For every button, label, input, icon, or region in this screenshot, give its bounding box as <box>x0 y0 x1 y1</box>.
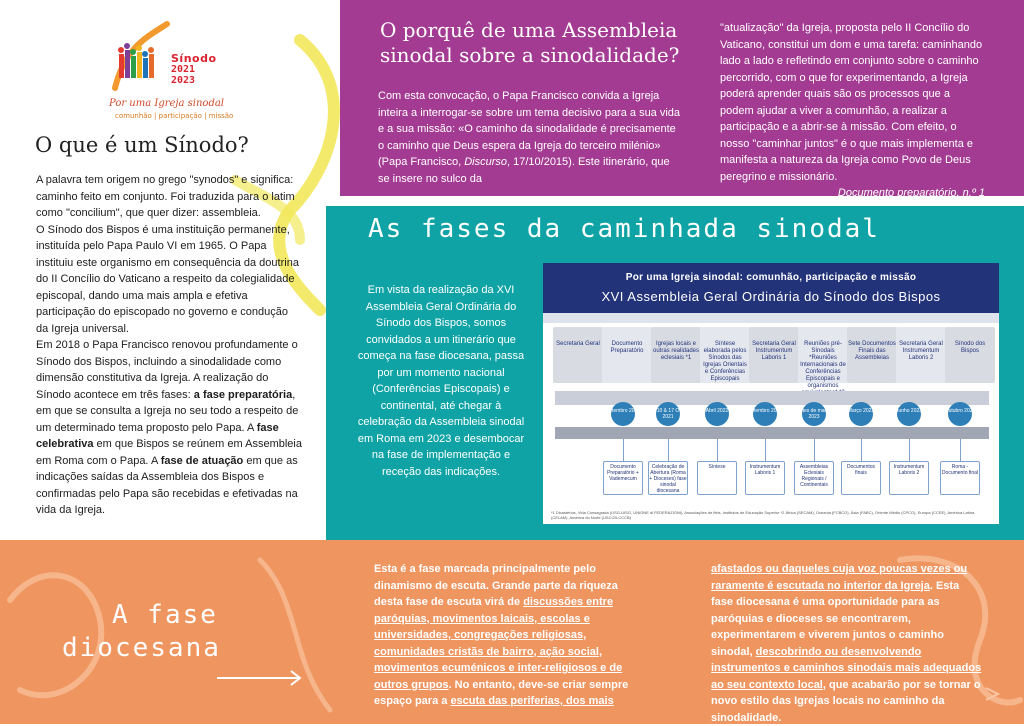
timeline-output-box: Documento Preparatório + Vademecum <box>603 461 643 495</box>
infographic-header-line2: XVI Assembleia Geral Ordinária do Sínodo dos Bispos <box>601 289 941 304</box>
stage-card: Síntese elaborada pelos Sínodos das Igrejas Orientais e Conferências Episcopais <box>700 327 750 383</box>
purple-right-column <box>720 20 985 202</box>
synod-logo-figures-icon <box>105 18 175 98</box>
timeline-output-box: Roma - Documento final <box>940 461 980 495</box>
stage-card: Secretaria Geral Instrumentum Laboris 1 <box>749 327 799 383</box>
timeline-date: Setembro 2022 <box>747 408 783 414</box>
timeline-output-box: Instrumentum Laboris 2 <box>889 461 929 495</box>
fases-body-text: Em vista da realização da XVI Assembleia Geral Ordinária do Sínodo dos Bispos, somos convidados a um itinerário que começa na fase diocesana, passa por um momento nacional (Conferências Episcopais) e continental, até chegar à celebração da Assembleia sinodal em Roma em 2023 e desembocar na fase de implementação e receção das indicações. <box>357 284 525 478</box>
timeline-output-box: Síntese <box>697 461 737 495</box>
timeline-date: Antes de março 2023 <box>796 408 832 420</box>
diocesana-right-column: afastados ou daqueles cuja voz poucas vezes ou raramente é escutada no interior da Igreja. Esta fase diocesana é uma oportunidade para as paróquias e dioceses se encontrarem, experimentarem e viverem juntos o caminho sinodal, descobrindo ou desenvolvendo instrumentos e caminhos sinodais mais adequados ao seu contexto local, que acabarão por se tornar o novo estilo das Igrejas locais no caminho da sinodalidade. <box>711 563 982 724</box>
purple-section-heading: O porquê de uma Assembleia sinodal sobre a sinodalidade? <box>380 18 680 67</box>
stage-card: Documento Preparatório <box>602 327 652 383</box>
purple-left-column: Com esta convocação, o Papa Francisco convida a Igreja inteira a interrogar-se sobre um tema decisivo para a sua vida e a sua missão: «O caminho da sinodalidade é precisamente o caminho que Deus espera da Igreja do terceiro milénio» (Papa Francisco, Discurso, 17/10/2015). Este itinerário, que se insere no sulco da <box>378 90 681 185</box>
stage-card: Reuniões pré-Sínodais *Reuniões Internacionais de Conferências Episcopais e organismos <box>798 327 848 383</box>
timeline-date: Março 2023 <box>847 408 875 414</box>
timeline-arrow <box>555 427 989 439</box>
logo-tagline: Por uma Igreja sinodal <box>109 98 225 109</box>
timeline-date: Outubro 2023 <box>944 408 976 414</box>
fase-diocesana-title-line2: diocesana <box>62 633 221 663</box>
sinodo-body-text <box>36 172 302 519</box>
timeline-connector <box>909 439 910 461</box>
logo-subtagline: comunhão | participação | missão <box>115 112 234 120</box>
chevron-right-icon <box>984 686 1004 702</box>
timeline-output-box: Assembleias Eclesiais Regionais / Continentais <box>794 461 834 495</box>
timeline-date: 9/10 & 17 Out 2021 <box>652 408 684 420</box>
stage-card: Secretaria Geral Instrumentum Laboris 2 <box>896 327 946 383</box>
stage-card: Sínodo dos Bispos <box>945 327 995 383</box>
infographic-header <box>543 263 999 313</box>
sinodo-paragraph-3: Em 2018 o Papa Francisco renovou profundamente o Sínodo dos Bispos, incluindo a sinodalidade como dimensão constitutiva da Igreja. A realização do Sínodo acontece em três fases: a fase preparatória, em que se consulta a Igreja no seu todo a respeito de um determinado tema proposto pelo Papa. A fase celebrativa em que Bispos se reúnem em Assembleia em Roma com o Papa. A fase de atuação em que as indicações saídas da Assembleia dos Bispos e confirmadas pelo Papa são recebidas e efetivadas na vida da Igreja. <box>36 339 302 516</box>
timeline-dot <box>897 402 921 426</box>
timeline-dot <box>705 402 729 426</box>
logo-sinodo-text: Sínodo <box>171 52 217 65</box>
purple-citation: Documento preparatório, n.º 1 <box>837 187 985 199</box>
timeline-connector <box>717 439 718 461</box>
logo-years-text: 2021 2023 <box>171 64 196 86</box>
timeline-connector <box>668 439 669 461</box>
timeline-date: Junho 2023 <box>895 408 923 414</box>
fase-diocesana-title-line1: A fase <box>112 600 218 630</box>
sinodo-heading: O que é um Sínodo? <box>35 133 249 157</box>
timeline-output-box: Celebração de Abertura (Roma + Dioceses) fase sinodal diocesana <box>648 461 688 495</box>
timeline-dot <box>611 402 635 426</box>
timeline-connector <box>765 439 766 461</box>
timeline-connector <box>623 439 624 461</box>
timeline-connector <box>960 439 961 461</box>
stage-card: Sete Documentos Finais das Assembleias <box>847 327 897 383</box>
timeline-dot <box>849 402 873 426</box>
infographic-footnotes: *1 Dicastérios, Vida Consagrada (USG-UISG, UNIONE di FEDERAZIONI), Associações de fiéis, Institutos de Educação Superior *2 África (SECAM), Oceania (FCBCO), Ásia (FABC), Oriente Médio (CPCO), Europa (CCEE), América Latina (CELAM), América do Norte (USCCB-CCCB) <box>551 510 975 520</box>
diocesana-mid-column: Esta é a fase marcada principalmente pelo dinamismo de escuta. Grande parte da riqueza desta fase de escuta virá de discussões entre paróquias, movimentos laicais, escolas e universidades, congregações religiosas, comunidades cristãs de bairro, ação social, movimentos ecuménicos e inter-religiosos e de outros grupos. No entanto, deve-se criar sempre espaço para a escuta das periferias, dos mais <box>374 563 629 707</box>
timeline-connector <box>814 439 815 461</box>
timeline-dot <box>948 402 972 426</box>
timeline-connector <box>861 439 862 461</box>
sinodo-paragraph-2: O Sínodo dos Bispos é uma instituição permanente, instituída pelo Papa Paulo VI em 1965. O Papa instituiu este organismo em consequência da doutrina do II Concílio do Vaticano a respeito da colegialidade episcopal, dando uma mais ampla e efetiva participação do episcopado no governo e condução da Igreja universal. <box>36 223 299 335</box>
purple-right-text: "atualização" da Igreja, proposta pelo II Concílio do Vaticano, constitui um dom e uma tarefa: caminhando lado a lado e refletindo em conjunto sobre o caminho percorrido, com o que for experimentando, a Igreja poderá aprender quais são os processos que a podem ajudar a viver a comunhão, a realizar a participação e a abrir-se à missão. Com efeito, o nosso "caminhar juntos" é o que mais implementa e manifesta a natureza da Igreja como Povo de Deus peregrino e missionário. <box>720 22 983 183</box>
timeline-date: Setembro 2021 <box>605 408 641 414</box>
timeline-output-box: Documentos finais <box>841 461 881 495</box>
timeline-output-box: Instrumentum Laboris 1 <box>745 461 785 495</box>
infographic-strip <box>543 313 999 323</box>
synod-timeline-infographic <box>543 263 999 524</box>
infographic-header-line1: Por uma Igreja sinodal: comunhão, participação e missão <box>625 272 917 283</box>
synod-logo <box>105 18 235 126</box>
stage-card: Igrejas locais e outras realidades eclesiais *1 <box>651 327 701 383</box>
timeline-date: Abril 2022 <box>705 408 729 414</box>
sinodo-paragraph-1: A palavra tem origem no grego "synodos" e significa: caminho feito em conjunto. Foi traduzida para o latim como "concilium", que quer dizer: assembleia. <box>36 174 295 219</box>
timeline-dot <box>753 402 777 426</box>
stage-card: Secretaria Geral <box>553 327 603 383</box>
arrow-right-icon <box>215 668 305 688</box>
fases-heading: As fases da caminhada sinodal <box>368 214 880 244</box>
